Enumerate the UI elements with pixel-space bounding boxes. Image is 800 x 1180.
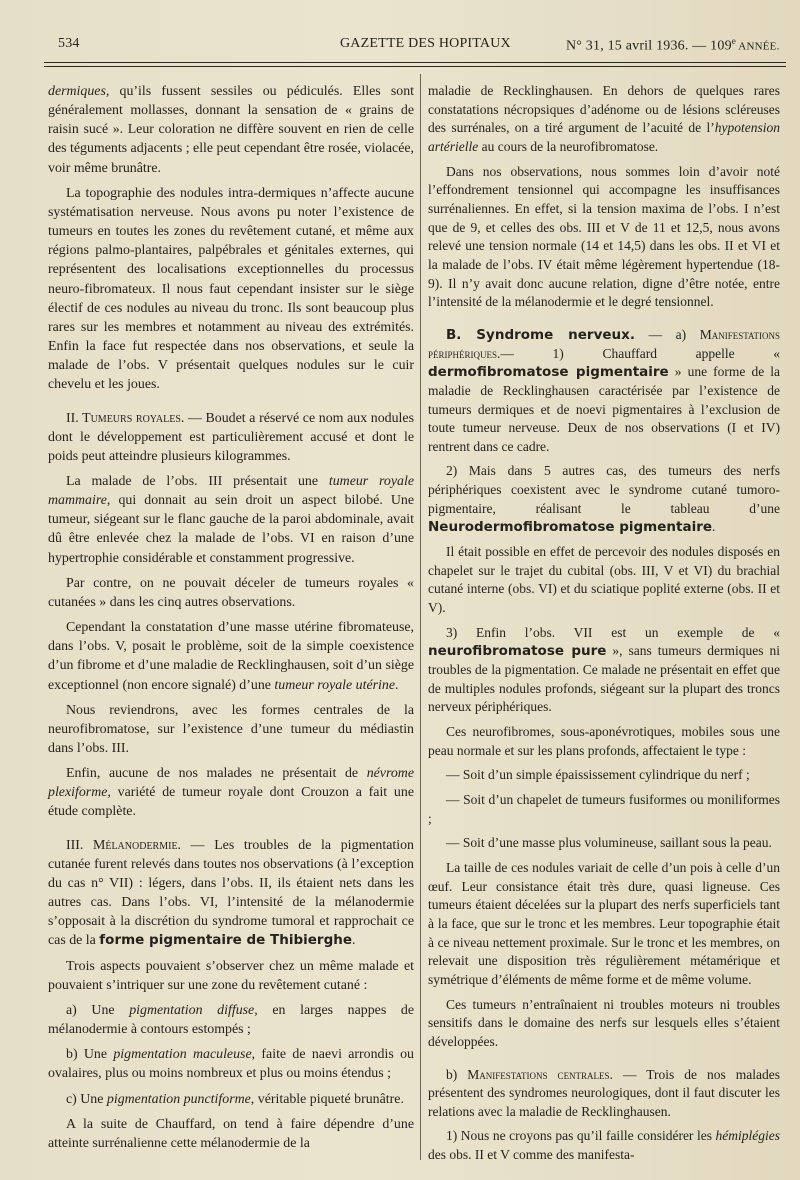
text: des obs. II et V comme des manifesta- — [428, 1147, 635, 1163]
subsection-heading: Manifestations périphériques. — [428, 326, 780, 361]
bold-text: forme pigmentaire de Thibierghe — [99, 932, 353, 949]
text: . — [712, 519, 716, 535]
text: a) Une — [66, 1002, 130, 1018]
italic-text: névrome plexiforme — [48, 766, 414, 801]
italic-text: pigmentation diffuse — [129, 1002, 255, 1018]
paragraph — [48, 618, 414, 695]
paragraph: Nous reviendrons, avec les formes centrales de la neurofibromatose, sur l’existence d’une tumeur du médiastin dans l’obs. III. — [48, 702, 414, 756]
text: , véritable piqueté brunâtre. — [250, 1091, 404, 1107]
text: , qui donnait au sein droit un aspect bilobé. Une tumeur, siégeant sur le flanc gauche de la paroi abdominale, avait dû être enlevée chez la malade de l’obs. VI en raison d’une hypertrophie considérable et constamment progressive. — [48, 493, 414, 566]
issue-prefix: N° 31, 15 avril 1936. — 109 — [566, 38, 732, 54]
paragraph: Dans nos observations, nous sommes loin d’avoir noté l’effondrement tensionnel qui accompagne les insuffisances surrénaliennes. En effet, si la tension maxima de l’obs. I n’est que de 9, et celles des obs. III et V de 11 et 12,5, nous avons relevé une tension normale (14 et 14,5) dans les obs. II et VI et la malade de l’obs. IV était même légèrement hypertendue (18-9). Il n’y avait donc aucune relation, digne d’être notée, entre l’intensité de la mélanodermie et le degré tensionnel. — [428, 163, 780, 310]
header-rule-bottom — [44, 66, 786, 67]
page-number: 534 — [58, 36, 80, 51]
section-syndrome-nerveux — [428, 326, 780, 457]
list-item — [48, 1001, 414, 1039]
text: b) Une — [66, 1047, 114, 1063]
paragraph: Par contre, on ne pouvait déceler de tumeurs royales « cutanées » dans les cinq autres observations. — [48, 575, 414, 610]
right-column — [428, 82, 780, 1165]
section-heading: III. Mélanodermie. — [66, 837, 182, 853]
paragraph — [428, 1127, 780, 1164]
paragraph — [428, 82, 780, 157]
running-header — [58, 36, 788, 58]
list-item: — Soit d’une masse plus volumineuse, saillant sous la peau. — [446, 835, 772, 851]
text: maladie de Recklinghausen. En dehors de quelques rares constatations nécropsiques d’adénome ou de lésions scléreuses des surrénales, on a tiré argument de l’acuité de l’ — [428, 83, 780, 136]
text: . — [352, 933, 356, 949]
list-item — [48, 1090, 414, 1109]
text: 1) Nous ne croyons pas qu’il faille considérer les — [446, 1128, 716, 1144]
issue-info — [566, 36, 780, 55]
list-item — [48, 1045, 414, 1083]
paragraph: Il était possible en effet de percevoir des nodules disposés en chapelet sur le trajet du cubital (obs. III, V et VI) du brachial cutané interne (obs. VI) et du sciatique poplité externe (obs. II et V). — [428, 544, 780, 616]
text: La malade de l’obs. III présentait une — [66, 473, 329, 489]
text: Cependant la constatation d’une masse utérine fibromateuse, dans l’obs. V, posait le problème, soit de la simple coexistence d’un fibrome et d’une maladie de Recklinghausen, soit d’un siège exceptionnel (non encore signalé) d’une — [48, 620, 414, 693]
paragraph: Ces tumeurs n’entraînaient ni troubles moteurs ni troubles sensitifs dans le domaine des nerfs sur lesquels elles s’étaient développées. — [428, 996, 780, 1049]
section-manifestations-centrales — [428, 1066, 780, 1122]
text: Enfin, aucune de nos malades ne présentait de — [66, 766, 367, 782]
text: b) — [446, 1066, 468, 1082]
paragraph: La topographie des nodules intra-dermiques n’affecte aucune systématisation nerveuse. Nous avons pu noter l’existence de tumeurs en toutes les zones du revêtement cutané, et même aux régions palmo-plantaires, palpébrales et génitales externes, qui représentent des localisations exceptionnelles du processus neuro-fibromateux. Il nous faut cependant insister sur le siège électif de ces nodules au niveau du tronc. Ils sont beaucoup plus rares sur les membres et notamment au niveau des extrémités. Enfin la face fut respectée dans nos observations, et seule la malade de l’obs. V présentait quelques nodules sur le cuir chevelu et les joues. — [48, 185, 414, 393]
text: — 1) Chauffard appelle « — [500, 345, 780, 361]
section-tumeurs-royales — [48, 409, 414, 466]
column-separator — [420, 74, 421, 1160]
text: , en larges nappes de mélanodermie à contours estompés ; — [48, 1002, 414, 1038]
italic-text: hémiplégies — [715, 1128, 780, 1144]
paragraph: Trois aspects pouvaient s’observer chez un même malade et pouvaient s’intriquer sur une zone du revêtement cutané : — [48, 958, 414, 993]
issue-superscript: e — [731, 36, 736, 46]
left-column — [48, 82, 414, 1153]
paragraph: La taille de ces nodules variait de celle d’un pois à celle d’un œuf. Leur consistance était très dure, quasi ligneuse. Ces tumeurs étaient décelées sur la plupart des nerfs superficiels tant à la face, que sur le tronc et les membres. Leur topographie était à ce niveau nettement proximale. Sur le tronc et les membres, on relevait une disposition très régulièrement métamérique et symétrique d’éléments de même forme et de même volume. — [428, 859, 780, 987]
journal-title: GAZETTE DES HOPITAUX — [340, 36, 511, 51]
italic-text: pigmentation maculeuse — [113, 1047, 252, 1063]
text: — a) — [635, 326, 700, 342]
text: — Trois de nos malades présentent des syndromes neurologiques, dont il faut discuter les relations avec la maladie de Recklinghausen. — [428, 1066, 780, 1119]
section-heading: B. Syndrome nerveux. — [446, 326, 635, 343]
paragraph — [48, 472, 414, 568]
text: — Boudet a réservé ce nom aux nodules dont le développement est particulièrement accusé et dont le poids peut atteindre plusieurs kilogrammes. — [48, 410, 414, 464]
paragraph — [428, 624, 780, 717]
italic-text: dermiques — [48, 84, 106, 99]
paragraph — [428, 462, 780, 537]
paragraph: Ces neurofibromes, sous-aponévrotiques, mobiles sous une peau normale et sur les plans profonds, affectaient le type : — [428, 724, 780, 758]
subsection-heading: Manifestations centrales. — [467, 1066, 613, 1082]
text: , variété de tumeur royale dont Crouzon a fait une étude complète. — [48, 785, 414, 820]
italic-text: tumeur royale mammaire — [48, 473, 415, 509]
text: , qu’ils fussent sessiles ou pédiculés. Elles sont généralement mollasses, donnant la sensation de « grains de raisin sucé ». Leur coloration ne diffère souvent en rien de celle des téguments adjacents ; elle peut cependant être rosée, violacée, voir même brunâtre. — [48, 84, 415, 176]
section-heading: II. Tumeurs royales. — [66, 410, 185, 426]
paragraph: A la suite de Chauffard, on tend à faire dépendre d’une atteinte surrénalienne cette mélanodermie de la — [48, 1116, 414, 1151]
list-item: — Soit d’un simple épaississement cylindrique du nerf ; — [446, 767, 750, 783]
text: » une forme de la maladie de Recklinghausen caractérisée par l’existence de tumeurs dermiques et de noevi pigmentaires à l’exclusion de toute tumeur nerveuse. Deux de nos observations (I et IV) rentrent dans ce cadre. — [428, 364, 780, 454]
text: au cours de la neurofibromatose. — [478, 138, 659, 154]
paragraph — [48, 82, 414, 178]
section-melanodermie — [48, 836, 414, 951]
bold-text: dermofibromatose pigmentaire — [428, 364, 669, 381]
issue-suffix: ANNÉE. — [735, 40, 780, 53]
header-rule-top — [44, 62, 786, 63]
text: . — [395, 677, 399, 693]
italic-text: tumeur royale utérine — [274, 677, 396, 693]
bold-text: neurofibromatose pure — [428, 643, 607, 660]
text: », sans tumeurs dermiques ni troubles de la pigmentation. Ce malade ne présentait en effet que de multiples nodules profonds, siégeant sur la plupart des troncs nerveux périphériques. — [428, 643, 780, 715]
text: c) Une — [66, 1091, 107, 1107]
text: 2) Mais dans 5 autres cas, des tumeurs des nerfs périphériques coexistent avec le syndrome cutané tumoro-pigmentaire, réalisant le tableau d’une — [428, 463, 780, 516]
paragraph — [48, 764, 414, 821]
text: 3) Enfin l’obs. VII est un exemple de « — [446, 624, 780, 640]
italic-text: pigmentation punctiforme — [106, 1091, 251, 1107]
text: — Les troubles de la pigmentation cutanée furent relevés dans toutes nos observations (à l’exception du cas n° VII) : légers, dans l’obs. II, ils étaient nets dans les autres cas. Dans l’obs. VI, l’intensité de la mélanodermie s’opposait à la discrétion du syndrome tumoral et rapprochait ce cas de la — [48, 837, 415, 949]
italic-text: hypotension artérielle — [428, 120, 780, 154]
bold-text: Neurodermofibromatose pigmentaire — [428, 519, 713, 536]
list-item: — Soit d’un chapelet de tumeurs fusiformes ou moniliformes ; — [428, 791, 780, 826]
text: , faite de naevi arrondis ou ovalaires, plus ou moins nombreux et plus ou moins étendus ; — [48, 1047, 414, 1082]
